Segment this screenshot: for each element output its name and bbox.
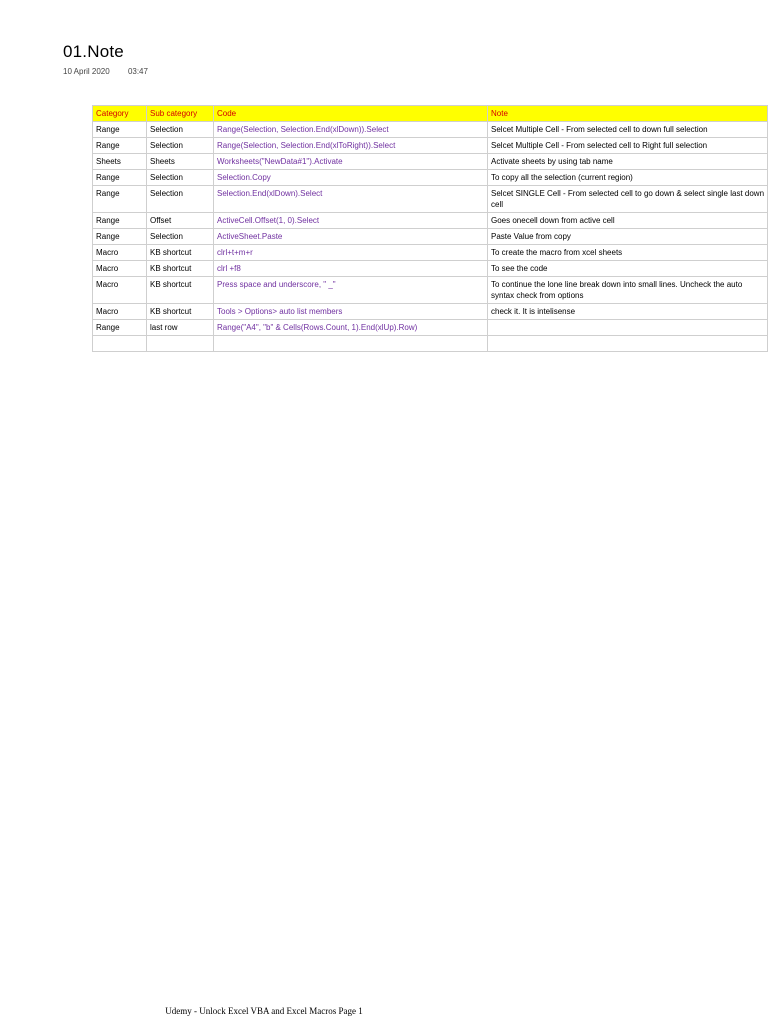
cell-note: Selcet Multiple Cell - From selected cell to Right full selection bbox=[488, 138, 768, 154]
cell-code: clrl +f8 bbox=[214, 261, 488, 277]
cell-category: Range bbox=[93, 320, 147, 336]
header-category: Category bbox=[93, 106, 147, 122]
table-row bbox=[93, 154, 768, 170]
cell-subcategory: KB shortcut bbox=[147, 261, 214, 277]
page-time: 03:47 bbox=[127, 67, 148, 76]
cell-note: Selcet Multiple Cell - From selected cell to down full selection bbox=[488, 122, 768, 138]
cell-empty bbox=[214, 336, 488, 352]
cell-note: check it. It is intelisense bbox=[488, 304, 768, 320]
cell-category: Range bbox=[93, 122, 147, 138]
cell-code: Worksheets("NewData#1").Activate bbox=[214, 154, 488, 170]
cell-subcategory: Selection bbox=[147, 122, 214, 138]
table-header-row bbox=[93, 106, 768, 122]
table-row bbox=[93, 320, 768, 336]
page-date: 10 April 2020 bbox=[63, 67, 110, 76]
header-subcategory: Sub category bbox=[147, 106, 214, 122]
cell-subcategory: Selection bbox=[147, 170, 214, 186]
page-timestamp bbox=[63, 67, 148, 76]
table-row bbox=[93, 122, 768, 138]
cell-note: To continue the lone line break down into small lines. Uncheck the auto syntax check from options bbox=[488, 277, 768, 304]
header-note: Note bbox=[488, 106, 768, 122]
cell-subcategory: Selection bbox=[147, 186, 214, 213]
cell-subcategory: KB shortcut bbox=[147, 304, 214, 320]
cell-code: Selection.Copy bbox=[214, 170, 488, 186]
cell-note: Paste Value from copy bbox=[488, 229, 768, 245]
cell-note: Goes onecell down from active cell bbox=[488, 213, 768, 229]
cell-code: ActiveSheet.Paste bbox=[214, 229, 488, 245]
cell-category: Macro bbox=[93, 245, 147, 261]
cell-subcategory: Selection bbox=[147, 138, 214, 154]
table-row-empty bbox=[93, 336, 768, 352]
cell-category: Macro bbox=[93, 277, 147, 304]
cell-category: Range bbox=[93, 213, 147, 229]
cell-note: To copy all the selection (current region) bbox=[488, 170, 768, 186]
table-row bbox=[93, 261, 768, 277]
cell-note: To create the macro from xcel sheets bbox=[488, 245, 768, 261]
table-row bbox=[93, 186, 768, 213]
cell-subcategory: KB shortcut bbox=[147, 277, 214, 304]
cell-empty bbox=[147, 336, 214, 352]
table-row bbox=[93, 304, 768, 320]
table-row bbox=[93, 229, 768, 245]
cell-category: Range bbox=[93, 186, 147, 213]
cell-code: Tools > Options> auto list members bbox=[214, 304, 488, 320]
cell-code: Range("A4", "b" & Cells(Rows.Count, 1).End(xlUp).Row) bbox=[214, 320, 488, 336]
cell-code: Range(Selection, Selection.End(xlDown)).Select bbox=[214, 122, 488, 138]
cell-empty bbox=[93, 336, 147, 352]
cell-note: Activate sheets by using tab name bbox=[488, 154, 768, 170]
cell-note: Selcet SINGLE Cell - From selected cell to go down & select single last down cell bbox=[488, 186, 768, 213]
cell-code: Range(Selection, Selection.End(xlToRight)).Select bbox=[214, 138, 488, 154]
cell-note: To see the code bbox=[488, 261, 768, 277]
cell-category: Range bbox=[93, 138, 147, 154]
notes-table bbox=[92, 105, 768, 352]
table-row bbox=[93, 170, 768, 186]
cell-subcategory: last row bbox=[147, 320, 214, 336]
cell-code: clrl+t+m+r bbox=[214, 245, 488, 261]
page-title: 01.Note bbox=[63, 42, 124, 61]
cell-empty bbox=[488, 336, 768, 352]
cell-category: Sheets bbox=[93, 154, 147, 170]
cell-subcategory: Selection bbox=[147, 229, 214, 245]
header-code: Code bbox=[214, 106, 488, 122]
page-footer: Udemy - Unlock Excel VBA and Excel Macros Page 1 bbox=[165, 1006, 363, 1016]
cell-subcategory: KB shortcut bbox=[147, 245, 214, 261]
cell-subcategory: Offset bbox=[147, 213, 214, 229]
cell-category: Macro bbox=[93, 304, 147, 320]
table-row bbox=[93, 138, 768, 154]
cell-category: Macro bbox=[93, 261, 147, 277]
cell-code: ActiveCell.Offset(1, 0).Select bbox=[214, 213, 488, 229]
cell-category: Range bbox=[93, 229, 147, 245]
cell-code: Press space and underscore, " _" bbox=[214, 277, 488, 304]
cell-note bbox=[488, 320, 768, 336]
cell-code: Selection.End(xlDown).Select bbox=[214, 186, 488, 213]
table-row bbox=[93, 213, 768, 229]
cell-category: Range bbox=[93, 170, 147, 186]
table-row bbox=[93, 245, 768, 261]
table-row bbox=[93, 277, 768, 304]
cell-subcategory: Sheets bbox=[147, 154, 214, 170]
